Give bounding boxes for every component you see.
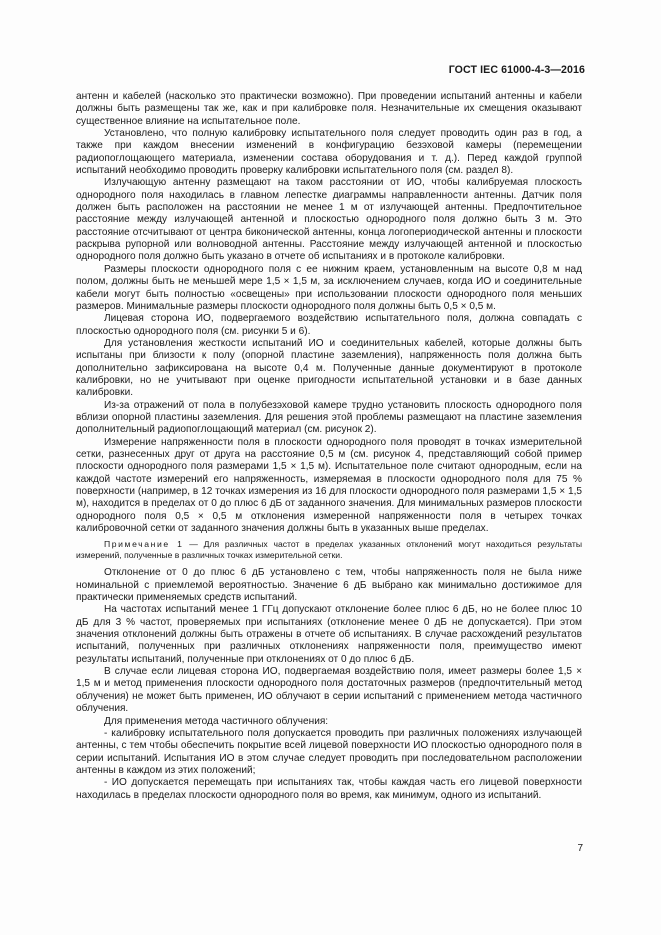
list-item-antenna-positions: - калибровку испытательного поля допускается проводить при различных положениях излучающей антенны, с тем чтобы обеспечить покрытие всей лицевой поверхности ИО плоскостью однородного поля в серии испытаний. Испытания ИО в этом случае следует проводить при последовательном расположении антенны в каждом из этих положений; xyxy=(76,727,582,776)
paragraph-continued: антенн и кабелей (насколько это практически возможно). При проведении испытаний антенны и кабели должны быть размещены так же, как и при калибровке поля. Незначительные их смещения оказывают существенное влияние на испытательное поле. xyxy=(76,91,582,127)
list-item-move-eut: - ИО допускается перемещать при испытаниях так, чтобы каждая часть его лицевой поверхности находилась в пределах плоскости однородного поля во время, как минимум, одного из испытаний. xyxy=(76,777,582,801)
note-text: — Для различных частот в пределах указанных отклонений могут находиться результаты измерений, полученные в различных точках измерительной сетки. xyxy=(76,539,582,561)
note-label: Примечание 1 xyxy=(104,539,184,550)
paragraph-calibration-schedule: Установлено, что полную калибровку испытательного поля следует проводить один раз в год, а также при каждом внесении изменений в конфигурацию безэховой камеры (перемещении радиопоглощающего материала, изменении состава оборудования и т. д.). Перед каждой группой испытаний необходимо проводить проверку калибровки испытательного поля (см. раздел 8). xyxy=(76,128,582,177)
paragraph-measurement-grid: Измерение напряженности поля в плоскости однородного поля проводят в точках измерительной сетки, разнесенных друг от друга на расстояние 0,5 м (см. рисунок 4, представляющий собой пример плоскости однородного поля размерами 1,5 × 1,5 м). Испытательное поле считают однородным, если на каждой частоте измерений его напряженность, измеряемая в плоскости однородного поля для 75 % поверхности (например, в 12 точках измерения из 16 для плоскости однородного поля размерами 1,5 × 1,5 м), находится в пределах от 0 до плюс 6 дБ от заданного значения. Для минимальных размеров плоскости однородного поля 0,5 × 0,5 м отклонения измеренной напряженности поля в четырех точках калибровочной сетки от заданного значения должны быть в указанных выше пределах. xyxy=(76,436,582,535)
paragraph-partial-illumination: В случае если лицевая сторона ИО, подвергаемая воздействию поля, имеет размеры более 1,5 × 1,5 м и метод применения плоскости однородного поля достаточных размеров (предпочтительный метод облучения) не может быть применен, ИО облучают в серии испытаний с применением метода частичного облучения. xyxy=(76,666,582,715)
standard-header: ГОСТ IEC 61000-4-3—2016 xyxy=(448,64,585,76)
paragraph-antenna-distance: Излучающую антенну размещают на таком расстоянии от ИО, чтобы калибруемая плоскость однородного поля находилась в главном лепестке диаграммы направленности антенны. Датчик поля должен быть расположен на расстоянии не менее 1 м от излучающей антенны. Предпочтительное расстояние между излучающей антенной и плоскостью однородного поля должно быть 3 м. Это расстояние отсчитывают от центра биконической антенны, конца логопериодической антенны и плоскости раскрыва рупорной или волноводной антенны. Расстояние между излучающей антенной и плоскостью однородного поля должно быть указано в отчете об испытаниях и в протоколе калибровки. xyxy=(76,177,582,263)
paragraph-uniform-field-size: Размеры плоскости однородного поля с ее нижним краем, установленным на высоте 0,8 м над полом, должны быть не меньшей мере 1,5 × 1,5 м, за исключением случаев, когда ИО и соединительные кабели могут быть полностью «освещены» при использовании плоскости однородного поля меньших размеров. Минимальные размеры плоскости однородного поля должны быть 0,5 × 0,5 м. xyxy=(76,263,582,312)
paragraph-partial-method-intro: Для применения метода частичного облучения: xyxy=(104,715,329,727)
page-number: 7 xyxy=(577,843,583,854)
body-text xyxy=(76,91,582,802)
paragraph-deviation: Отклонение от 0 до плюс 6 дБ установлено с тем, чтобы напряженность поля не была ниже номинальной с приемлемой вероятностью. Значение 6 дБ выбрано как минимально достижимое для практически применяемых средств испытаний. xyxy=(76,567,582,604)
note-1 xyxy=(76,539,582,561)
paragraph-ground-plane: Для установления жесткости испытаний ИО и соединительных кабелей, которые должны быть испытаны при близости к полу (опорной пластине заземления), напряженность поля должна быть дополнительно зафиксирована на высоте 0,4 м. Полученные данные документируют в протоколе калибровки, но не учитывают при оценке пригодности испытательной установки и в базе данных калибровки. xyxy=(76,337,582,399)
paragraph-reflections: Из-за отражений от пола в полубезэховой камере трудно установить плоскость однородного поля вблизи опорной пластины заземления. Для решения этой проблемы размещают на пластине заземления дополнительный радиопоглощающий материал (см. рисунок 2). xyxy=(76,399,582,436)
paragraph-low-frequency: На частотах испытаний менее 1 ГГц допускают отклонение более плюс 6 дБ, но не более плюс 10 дБ для 3 % частот, проверяемых при испытаниях (отклонение менее 0 дБ не допускается). При этом значения отклонений должны быть отражены в отчете об испытаниях. В случае расхождений результатов испытаний, полученных при различных отклонениях напряженности поля, преимущество имеют результаты испытаний, полученные при отклонениях от 0 до плюс 6 дБ. xyxy=(76,604,582,665)
paragraph-front-face: Лицевая сторона ИО, подвергаемого воздействию испытательного поля, должна совпадать с плоскостью однородного поля (см. рисунки 5 и 6). xyxy=(76,313,582,337)
